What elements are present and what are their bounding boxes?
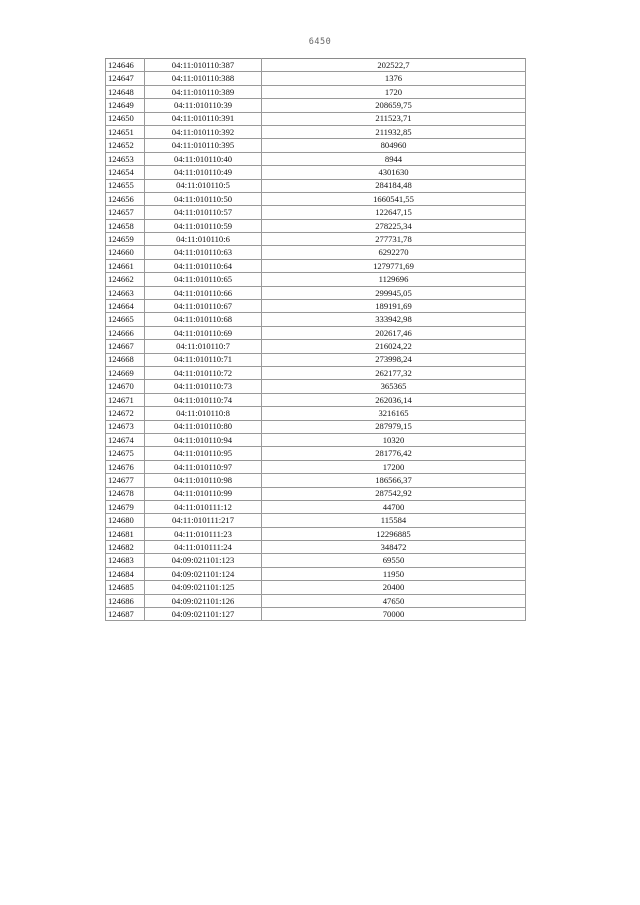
table-row bbox=[106, 500, 526, 513]
table-row bbox=[106, 527, 526, 540]
cadastral-value-cell: 216024,22 bbox=[262, 340, 526, 353]
cadastral-value-cell: 11950 bbox=[262, 567, 526, 580]
cadastral-number-cell: 04:11:010110:6 bbox=[145, 233, 262, 246]
row-number-cell: 124676 bbox=[106, 460, 145, 473]
table-row bbox=[106, 166, 526, 179]
cadastral-number-cell: 04:11:010111:217 bbox=[145, 514, 262, 527]
cadastral-value-cell: 202617,46 bbox=[262, 326, 526, 339]
cadastral-number-cell: 04:11:010110:69 bbox=[145, 326, 262, 339]
cadastral-number-cell: 04:11:010110:68 bbox=[145, 313, 262, 326]
table-row bbox=[106, 313, 526, 326]
cadastral-number-cell: 04:11:010110:80 bbox=[145, 420, 262, 433]
row-number-cell: 124657 bbox=[106, 206, 145, 219]
table-row bbox=[106, 259, 526, 272]
cadastral-value-cell: 1720 bbox=[262, 85, 526, 98]
row-number-cell: 124681 bbox=[106, 527, 145, 540]
row-number-cell: 124658 bbox=[106, 219, 145, 232]
cadastral-value-cell: 122647,15 bbox=[262, 206, 526, 219]
row-number-cell: 124659 bbox=[106, 233, 145, 246]
row-number-cell: 124673 bbox=[106, 420, 145, 433]
row-number-cell: 124687 bbox=[106, 608, 145, 621]
cadastral-value-cell: 348472 bbox=[262, 541, 526, 554]
cadastral-number-cell: 04:11:010110:67 bbox=[145, 300, 262, 313]
cadastral-value-cell: 281776,42 bbox=[262, 447, 526, 460]
cadastral-number-cell: 04:09:021101:125 bbox=[145, 581, 262, 594]
cadastral-number-cell: 04:11:010110:57 bbox=[145, 206, 262, 219]
cadastral-value-cell: 1129696 bbox=[262, 273, 526, 286]
table-row bbox=[106, 273, 526, 286]
table-row bbox=[106, 447, 526, 460]
cadastral-number-cell: 04:09:021101:127 bbox=[145, 608, 262, 621]
row-number-cell: 124651 bbox=[106, 125, 145, 138]
cadastral-number-cell: 04:11:010111:12 bbox=[145, 500, 262, 513]
cadastral-value-cell: 6292270 bbox=[262, 246, 526, 259]
cadastral-number-cell: 04:11:010110:73 bbox=[145, 380, 262, 393]
cadastral-value-cell: 47650 bbox=[262, 594, 526, 607]
row-number-cell: 124671 bbox=[106, 393, 145, 406]
cadastral-number-cell: 04:09:021101:126 bbox=[145, 594, 262, 607]
row-number-cell: 124680 bbox=[106, 514, 145, 527]
cadastral-number-cell: 04:11:010110:59 bbox=[145, 219, 262, 232]
row-number-cell: 124667 bbox=[106, 340, 145, 353]
table-row bbox=[106, 474, 526, 487]
row-number-cell: 124649 bbox=[106, 99, 145, 112]
cadastral-number-cell: 04:11:010110:97 bbox=[145, 460, 262, 473]
registry-table bbox=[105, 58, 526, 621]
table-row bbox=[106, 340, 526, 353]
table-row bbox=[106, 179, 526, 192]
cadastral-value-cell: 299945,05 bbox=[262, 286, 526, 299]
row-number-cell: 124650 bbox=[106, 112, 145, 125]
cadastral-value-cell: 12296885 bbox=[262, 527, 526, 540]
table-row bbox=[106, 353, 526, 366]
cadastral-value-cell: 1376 bbox=[262, 72, 526, 85]
table-row bbox=[106, 139, 526, 152]
table-row bbox=[106, 380, 526, 393]
cadastral-value-cell: 1660541,55 bbox=[262, 192, 526, 205]
table-row bbox=[106, 192, 526, 205]
cadastral-number-cell: 04:11:010110:98 bbox=[145, 474, 262, 487]
table-row bbox=[106, 219, 526, 232]
cadastral-number-cell: 04:11:010110:95 bbox=[145, 447, 262, 460]
cadastral-number-cell: 04:09:021101:123 bbox=[145, 554, 262, 567]
row-number-cell: 124664 bbox=[106, 300, 145, 313]
cadastral-number-cell: 04:11:010110:40 bbox=[145, 152, 262, 165]
cadastral-value-cell: 186566,37 bbox=[262, 474, 526, 487]
cadastral-number-cell: 04:11:010110:392 bbox=[145, 125, 262, 138]
row-number-cell: 124648 bbox=[106, 85, 145, 98]
table-row bbox=[106, 152, 526, 165]
cadastral-value-cell: 10320 bbox=[262, 433, 526, 446]
table-row bbox=[106, 407, 526, 420]
table-row bbox=[106, 112, 526, 125]
cadastral-value-cell: 189191,69 bbox=[262, 300, 526, 313]
cadastral-number-cell: 04:11:010110:74 bbox=[145, 393, 262, 406]
table-row bbox=[106, 608, 526, 621]
table-row bbox=[106, 433, 526, 446]
row-number-cell: 124686 bbox=[106, 594, 145, 607]
row-number-cell: 124669 bbox=[106, 366, 145, 379]
row-number-cell: 124672 bbox=[106, 407, 145, 420]
table-row bbox=[106, 594, 526, 607]
cadastral-value-cell: 1279771,69 bbox=[262, 259, 526, 272]
row-number-cell: 124685 bbox=[106, 581, 145, 594]
row-number-cell: 124662 bbox=[106, 273, 145, 286]
row-number-cell: 124679 bbox=[106, 500, 145, 513]
cadastral-value-cell: 115584 bbox=[262, 514, 526, 527]
row-number-cell: 124660 bbox=[106, 246, 145, 259]
table-row bbox=[106, 300, 526, 313]
cadastral-number-cell: 04:11:010110:66 bbox=[145, 286, 262, 299]
cadastral-number-cell: 04:11:010110:49 bbox=[145, 166, 262, 179]
cadastral-number-cell: 04:11:010110:64 bbox=[145, 259, 262, 272]
row-number-cell: 124646 bbox=[106, 59, 145, 72]
table-row bbox=[106, 541, 526, 554]
page-number: 6450 bbox=[308, 37, 332, 47]
cadastral-value-cell: 17200 bbox=[262, 460, 526, 473]
cadastral-value-cell: 70000 bbox=[262, 608, 526, 621]
row-number-cell: 124656 bbox=[106, 192, 145, 205]
row-number-cell: 124663 bbox=[106, 286, 145, 299]
cadastral-number-cell: 04:11:010110:7 bbox=[145, 340, 262, 353]
table-row bbox=[106, 420, 526, 433]
table-row bbox=[106, 85, 526, 98]
table-row bbox=[106, 233, 526, 246]
table-row bbox=[106, 99, 526, 112]
table-row bbox=[106, 246, 526, 259]
cadastral-number-cell: 04:11:010110:63 bbox=[145, 246, 262, 259]
cadastral-number-cell: 04:11:010110:389 bbox=[145, 85, 262, 98]
row-number-cell: 124653 bbox=[106, 152, 145, 165]
cadastral-number-cell: 04:11:010110:39 bbox=[145, 99, 262, 112]
row-number-cell: 124654 bbox=[106, 166, 145, 179]
cadastral-value-cell: 804960 bbox=[262, 139, 526, 152]
row-number-cell: 124670 bbox=[106, 380, 145, 393]
cadastral-number-cell: 04:11:010110:5 bbox=[145, 179, 262, 192]
cadastral-value-cell: 365365 bbox=[262, 380, 526, 393]
row-number-cell: 124677 bbox=[106, 474, 145, 487]
row-number-cell: 124678 bbox=[106, 487, 145, 500]
cadastral-value-cell: 262177,32 bbox=[262, 366, 526, 379]
cadastral-value-cell: 20400 bbox=[262, 581, 526, 594]
cadastral-value-cell: 8944 bbox=[262, 152, 526, 165]
cadastral-number-cell: 04:11:010110:71 bbox=[145, 353, 262, 366]
row-number-cell: 124661 bbox=[106, 259, 145, 272]
cadastral-number-cell: 04:11:010110:8 bbox=[145, 407, 262, 420]
table-row bbox=[106, 487, 526, 500]
table-row bbox=[106, 514, 526, 527]
cadastral-value-cell: 208659,75 bbox=[262, 99, 526, 112]
cadastral-number-cell: 04:09:021101:124 bbox=[145, 567, 262, 580]
cadastral-number-cell: 04:11:010110:94 bbox=[145, 433, 262, 446]
cadastral-number-cell: 04:11:010110:395 bbox=[145, 139, 262, 152]
row-number-cell: 124647 bbox=[106, 72, 145, 85]
row-number-cell: 124683 bbox=[106, 554, 145, 567]
table-row bbox=[106, 366, 526, 379]
cadastral-value-cell: 211523,71 bbox=[262, 112, 526, 125]
cadastral-value-cell: 44700 bbox=[262, 500, 526, 513]
table-row bbox=[106, 393, 526, 406]
table-row bbox=[106, 125, 526, 138]
cadastral-value-cell: 211932,85 bbox=[262, 125, 526, 138]
cadastral-number-cell: 04:11:010111:24 bbox=[145, 541, 262, 554]
cadastral-number-cell: 04:11:010110:65 bbox=[145, 273, 262, 286]
table-row bbox=[106, 286, 526, 299]
row-number-cell: 124665 bbox=[106, 313, 145, 326]
table-row bbox=[106, 554, 526, 567]
row-number-cell: 124675 bbox=[106, 447, 145, 460]
cadastral-value-cell: 4301630 bbox=[262, 166, 526, 179]
cadastral-value-cell: 287979,15 bbox=[262, 420, 526, 433]
row-number-cell: 124668 bbox=[106, 353, 145, 366]
cadastral-value-cell: 3216165 bbox=[262, 407, 526, 420]
cadastral-value-cell: 277731,78 bbox=[262, 233, 526, 246]
table-row bbox=[106, 581, 526, 594]
cadastral-value-cell: 262036,14 bbox=[262, 393, 526, 406]
cadastral-value-cell: 202522,7 bbox=[262, 59, 526, 72]
cadastral-number-cell: 04:11:010111:23 bbox=[145, 527, 262, 540]
table-row bbox=[106, 567, 526, 580]
cadastral-value-cell: 287542,92 bbox=[262, 487, 526, 500]
table-row bbox=[106, 59, 526, 72]
row-number-cell: 124655 bbox=[106, 179, 145, 192]
cadastral-number-cell: 04:11:010110:99 bbox=[145, 487, 262, 500]
registry-table-body bbox=[106, 59, 526, 621]
row-number-cell: 124652 bbox=[106, 139, 145, 152]
cadastral-value-cell: 333942,98 bbox=[262, 313, 526, 326]
cadastral-value-cell: 278225,34 bbox=[262, 219, 526, 232]
table-row bbox=[106, 72, 526, 85]
cadastral-value-cell: 284184,48 bbox=[262, 179, 526, 192]
table-row bbox=[106, 460, 526, 473]
table-row bbox=[106, 206, 526, 219]
row-number-cell: 124666 bbox=[106, 326, 145, 339]
row-number-cell: 124674 bbox=[106, 433, 145, 446]
cadastral-number-cell: 04:11:010110:387 bbox=[145, 59, 262, 72]
cadastral-value-cell: 273998,24 bbox=[262, 353, 526, 366]
cadastral-number-cell: 04:11:010110:388 bbox=[145, 72, 262, 85]
cadastral-number-cell: 04:11:010110:50 bbox=[145, 192, 262, 205]
table-row bbox=[106, 326, 526, 339]
row-number-cell: 124682 bbox=[106, 541, 145, 554]
cadastral-value-cell: 69550 bbox=[262, 554, 526, 567]
cadastral-number-cell: 04:11:010110:72 bbox=[145, 366, 262, 379]
row-number-cell: 124684 bbox=[106, 567, 145, 580]
cadastral-number-cell: 04:11:010110:391 bbox=[145, 112, 262, 125]
